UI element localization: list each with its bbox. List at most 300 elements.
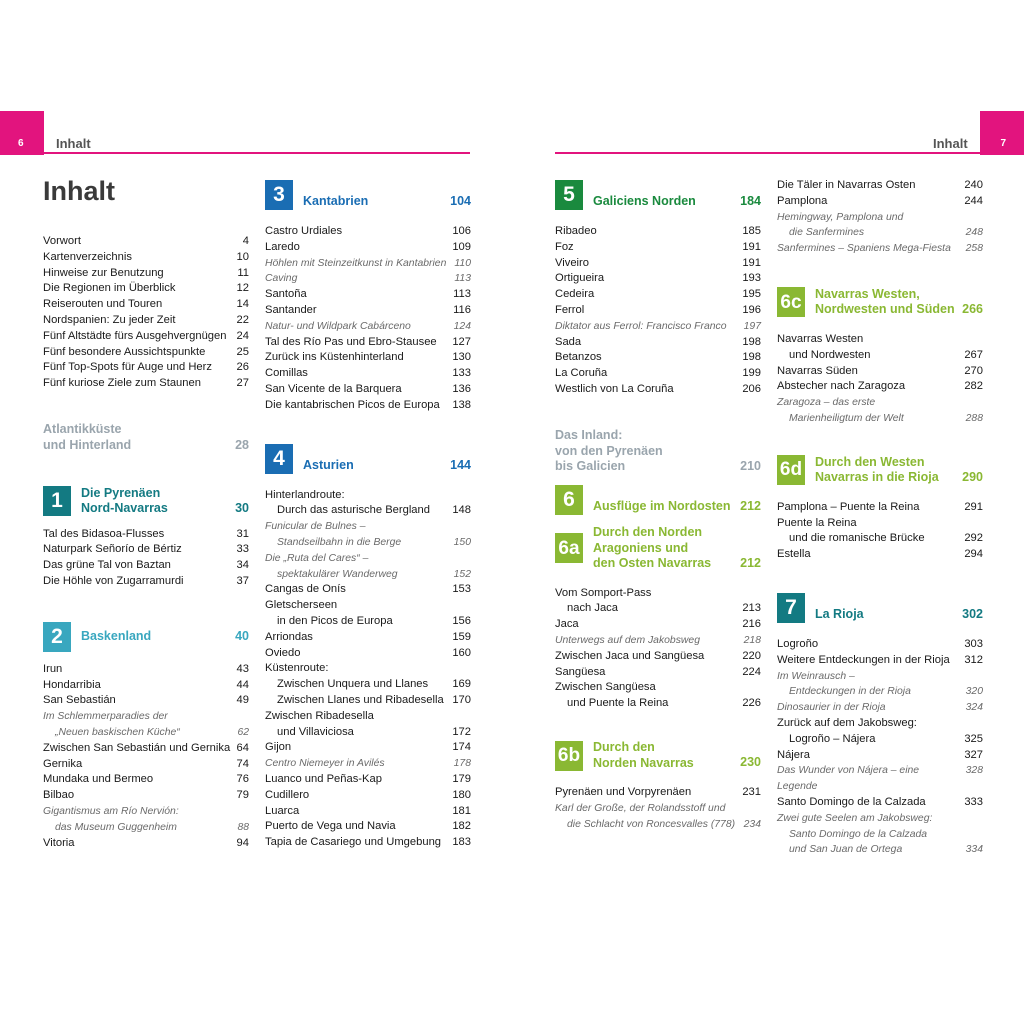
running-header-left: Inhalt [56,136,91,151]
toc-entry-feature[interactable] [555,319,761,335]
toc-entry[interactable] [265,804,471,820]
toc-text: die Schlacht von Roncesvalles (778) [567,818,736,830]
section-heading-1[interactable] [43,486,249,517]
toc-text: Zwei gute Seelen am Jakobsweg: [777,812,933,824]
toc-text: 291 [964,500,983,513]
toc-entry-feature[interactable] [777,811,983,827]
toc-entry-feature[interactable] [265,519,471,535]
toc-entry[interactable] [43,376,249,392]
toc-entry-feature[interactable] [777,669,983,685]
toc-text: Laredo [265,240,300,253]
toc-text: 62 [237,726,249,738]
toc-text: Cedeira [555,288,595,301]
toc-text: 288 [965,412,983,424]
toc-entry[interactable] [265,614,471,630]
page-number-right: 7 [1000,138,1006,149]
part-heading-inland[interactable] [555,428,761,475]
toc-entry[interactable] [555,680,761,696]
toc-text: Betanzos [555,351,602,364]
toc-text: 49 [236,694,249,707]
toc-text: Zaragoza – das erste [777,397,876,409]
toc-text: Santo Domingo de la Calzada [777,795,926,808]
toc-entry-feature[interactable] [777,225,983,241]
toc-entry[interactable] [43,678,249,694]
toc-entry[interactable] [555,696,761,712]
toc-text: La Coruña [555,367,608,380]
toc-entry[interactable] [265,772,471,788]
toc-text: San Vicente de la Barquera [265,382,402,395]
toc-entry[interactable] [555,350,761,366]
toc-text: Die kantabrischen Picos de Europa [265,398,440,411]
toc-text: Pamplona [777,194,828,207]
toc-text: 76 [236,773,249,786]
toc-text: 248 [965,227,983,239]
toc-text: Tal des Bidasoa-Flusses [43,527,165,540]
toc-text: Durch das asturische Bergland [277,504,430,517]
toc-text: Galiciens Norden [593,194,696,209]
toc-text: bis Galicien [555,459,626,474]
toc-text: 14 [236,298,249,311]
toc-entry[interactable] [43,313,249,329]
toc-entry[interactable] [555,601,761,617]
toc-entry[interactable] [265,224,471,240]
toc-text: Atlantikküste [43,421,122,436]
toc-text: Zwischen San Sebastián und Gernika [43,741,231,754]
toc-entry[interactable] [265,335,471,351]
toc-entry[interactable] [555,382,761,398]
toc-entry[interactable] [265,303,471,319]
section-heading-5[interactable] [555,180,761,210]
toc-entry[interactable] [555,649,761,665]
toc-entry[interactable] [265,646,471,662]
toc-text: 303 [964,637,983,650]
toc-entry[interactable] [555,287,761,303]
toc-text: 213 [742,602,761,615]
toc-entry[interactable] [43,542,249,558]
toc-entry[interactable] [555,617,761,633]
toc-text: Kantabrien [303,194,369,209]
toc-text: Das Wunder von Nájera – eine Legende [777,765,920,793]
toc-text: Fünf kuriose Ziele zum Staunen [43,377,201,390]
toc-text: Jaca [555,618,579,631]
toc-text: Baskenland [81,629,152,643]
toc-text: Santo Domingo de la Calzada [789,828,928,840]
toc-text: in den Picos de Europa [277,614,393,627]
toc-text: Im Schlemmerparadies der [43,711,168,723]
toc-entry[interactable] [265,788,471,804]
toc-text: Standseilbahn in die Berge [277,536,402,548]
toc-entry-feature[interactable] [777,411,983,427]
toc-entry[interactable] [265,350,471,366]
toc-entry[interactable] [265,740,471,756]
toc-text: 302 [962,607,983,622]
toc-text: San Sebastián [43,694,116,707]
toc-text: 44 [236,678,249,691]
toc-text: Karl der Große, der Rolandsstoff und [555,802,726,814]
toc-text: spektakulärer Wanderweg [277,568,398,580]
toc-text: Ribadeo [555,225,597,237]
toc-text: Vorwort [43,235,81,247]
section-number-badge: 6d [777,455,805,485]
toc-text: 22 [236,313,249,326]
section-number-badge: 1 [43,486,71,516]
toc-text: 130 [452,351,471,364]
section-heading-6b[interactable] [555,740,761,771]
toc-entry[interactable] [555,271,761,287]
toc-text: Kartenverzeichnis [43,250,132,263]
toc-text: Gijon [265,741,292,754]
toc-entry-feature[interactable] [777,763,983,795]
toc-text: Fünf Top-Spots für Auge und Herz [43,361,212,374]
toc-entry[interactable] [43,693,249,709]
toc-entry-feature[interactable] [43,725,249,741]
toc-text: Aragoniens und [593,540,689,555]
toc-text: 218 [743,635,761,647]
toc-text: Hinweise zur Benutzung [43,266,164,279]
page-number-left: 6 [18,138,24,149]
toc-text: Arriondas [265,630,313,643]
toc-entry-feature[interactable] [43,804,249,820]
toc-entry-feature[interactable] [777,827,983,843]
toc-entry[interactable] [265,488,471,504]
section-number-badge: 7 [777,593,805,623]
toc-text: Viveiro [555,256,589,269]
toc-text: 28 [235,437,249,452]
toc-text: und San Juan de Ortega [789,844,903,856]
toc-entry-feature[interactable] [777,395,983,411]
toc-entry[interactable] [777,348,983,364]
toc-text: 31 [236,527,249,540]
toc-entry-feature[interactable] [265,551,471,567]
toc-text: 180 [452,788,471,801]
toc-entry[interactable] [43,574,249,590]
toc-text: Ferrol [555,303,585,316]
toc-text: Caving [265,273,298,285]
toc-entry[interactable] [43,345,249,361]
toc-entry[interactable] [265,382,471,398]
toc-text: Die Höhle von Zugarramurdi [43,574,184,587]
section-heading-6d[interactable] [777,455,983,486]
toc-column-1 [43,178,249,851]
toc-entry[interactable] [555,335,761,351]
toc-entry[interactable] [43,281,249,297]
toc-entry-feature[interactable] [265,756,471,772]
toc-text: Santander [265,303,317,316]
toc-text: 258 [965,243,983,255]
toc-entry[interactable] [777,795,983,811]
toc-entry[interactable] [43,772,249,788]
toc-entry[interactable] [43,558,249,574]
toc-text: 206 [742,382,761,395]
toc-text: 27 [236,377,249,390]
toc-entry-feature[interactable] [265,319,471,335]
toc-text: Westlich von La Coruña [555,382,674,395]
toc-entry[interactable] [777,500,983,516]
toc-entry[interactable] [777,732,983,748]
toc-text: 127 [452,335,471,348]
toc-entry[interactable] [43,329,249,345]
toc-text: Hondarribia [43,678,101,691]
toc-text: Nordwesten und Süden [815,302,955,317]
toc-entry-feature[interactable] [43,709,249,725]
toc-text: 196 [742,303,761,316]
toc-text: Diktator aus Ferrol: Francisco Franco [555,320,727,332]
section-number-badge: 5 [555,180,583,210]
toc-text: 33 [236,543,249,556]
running-header-right: Inhalt [933,136,968,151]
toc-entry[interactable] [777,516,983,532]
toc-entry[interactable] [43,788,249,804]
toc-text: La Rioja [815,607,864,622]
toc-text: Weitere Entdeckungen in der Rioja [777,653,950,666]
toc-text: Zurück auf dem Jakobsweg: [777,716,917,729]
toc-entry-feature[interactable] [777,241,983,257]
toc-text: Pamplona – Puente la Reina [777,500,920,513]
toc-entry[interactable] [777,332,983,348]
toc-text: Höhlen mit Steinzeitkunst in Kantabrien [265,257,447,269]
toc-text: 210 [740,459,761,474]
toc-entry[interactable] [265,677,471,693]
section-heading-4[interactable] [265,444,471,474]
toc-text: 12 [236,282,249,295]
toc-text: 116 [453,303,471,316]
toc-text: 24 [236,329,249,342]
toc-text: 40 [235,628,249,643]
toc-text: 30 [235,500,249,515]
toc-text: Nájera [777,748,810,761]
toc-entry-feature[interactable] [777,684,983,700]
toc-text: Nord-Navarras [81,501,168,516]
toc-text: Sangüesa [555,665,606,678]
toc-text: 198 [742,335,761,348]
toc-entry[interactable] [555,665,761,681]
toc-entry[interactable] [777,653,983,669]
toc-text: Irun [43,662,63,675]
intro-list [43,234,249,392]
toc-entry-feature[interactable] [555,633,761,649]
toc-text: „Neuen baskischen Küche“ [55,726,180,738]
toc-entry[interactable] [43,757,249,773]
toc-entry[interactable] [265,503,471,519]
toc-text: 244 [964,194,983,207]
header-rule-right [555,152,980,154]
toc-text: 37 [236,574,249,587]
section-heading-6[interactable] [555,485,761,515]
toc-entry[interactable] [43,266,249,282]
toc-text: 193 [742,272,761,285]
toc-text: 199 [742,367,761,380]
toc-text: Zurück ins Küstenhinterland [265,351,404,364]
toc-text: Castro Urdiales [265,225,343,237]
toc-entry[interactable] [777,379,983,395]
toc-entry[interactable] [43,360,249,376]
toc-column-3 [555,178,761,832]
toc-entry[interactable] [265,582,471,598]
toc-entry-feature[interactable] [777,842,983,858]
toc-text: 185 [742,225,761,237]
toc-text: 79 [236,789,249,802]
toc-entry[interactable] [43,662,249,678]
toc-text: 324 [965,702,983,714]
toc-text: Abstecher nach Zaragoza [777,380,906,393]
toc-text: Zwischen Jaca und Sangüesa [555,649,705,662]
toc-text: Navarras in die Rioja [815,470,939,485]
section-heading-6a[interactable] [555,525,761,572]
toc-entry-feature[interactable] [555,801,761,817]
toc-entry[interactable] [555,240,761,256]
toc-entry[interactable] [265,630,471,646]
toc-entry[interactable] [265,598,471,614]
toc-entry[interactable] [265,835,471,851]
toc-entry-feature[interactable] [265,256,471,272]
toc-text: 212 [740,499,761,514]
toc-entry[interactable] [43,741,249,757]
toc-text: 181 [452,804,471,817]
toc-entry[interactable] [265,398,471,414]
toc-text: Im Weinrausch – [777,670,855,682]
section-number-badge: 6b [555,741,583,771]
toc-text: Gigantismus am Río Nervión: [43,805,179,817]
toc-text: und Villaviciosa [277,725,354,738]
toc-text: 106 [452,225,471,237]
toc-text: 109 [452,240,471,253]
toc-text: Puerto de Vega und Navia [265,820,396,833]
part-heading-atlantikkueste[interactable] [43,422,249,454]
toc-text: 88 [237,821,249,833]
toc-entry-feature[interactable] [265,535,471,551]
toc-entry[interactable] [777,364,983,380]
toc-text: Sada [555,335,582,348]
toc-text: 294 [964,548,983,561]
toc-text: 150 [453,536,471,548]
toc-text: 74 [236,757,249,770]
toc-entry[interactable] [777,547,983,563]
toc-text: Cudillero [265,788,310,801]
toc-entry[interactable] [555,256,761,272]
toc-text: 169 [452,678,471,691]
section-heading-2[interactable] [43,622,249,652]
toc-text: Nordspanien: Zu jeder Zeit [43,313,176,326]
toc-entry-feature[interactable] [777,210,983,226]
toc-entry-feature[interactable] [43,820,249,836]
toc-text: 195 [742,288,761,301]
toc-entry-feature[interactable] [777,700,983,716]
toc-entry[interactable] [777,637,983,653]
toc-text: 144 [450,457,471,472]
toc-text: 152 [453,568,471,580]
toc-text: Reiserouten und Touren [43,298,163,311]
toc-entry[interactable] [43,527,249,543]
toc-entry[interactable] [265,819,471,835]
toc-text: 113 [453,288,471,301]
section-number-badge: 2 [43,622,71,652]
section-heading-3[interactable] [265,180,471,210]
toc-text: 4 [242,235,249,247]
toc-text: 11 [237,266,249,279]
toc-text: Das grüne Tal von Baztan [43,559,171,572]
toc-text: 333 [964,795,983,808]
toc-entry-feature[interactable] [265,567,471,583]
toc-entry-feature[interactable] [555,817,761,833]
toc-entry-feature[interactable] [265,271,471,287]
toc-text: 64 [236,741,249,754]
toc-text: 104 [450,194,471,209]
toc-text: 138 [452,398,471,411]
toc-text: Norden Navarras [593,755,694,770]
toc-entry[interactable] [777,531,983,547]
toc-text: 183 [452,836,471,849]
toc-entry[interactable] [555,586,761,602]
toc-text: 197 [743,320,761,332]
toc-text: Fünf Altstädte fürs Ausgehvergnügen [43,329,227,342]
toc-entry[interactable] [555,366,761,382]
section-heading-7[interactable] [777,593,983,623]
section-heading-6c[interactable] [777,287,983,318]
toc-text: 94 [236,836,249,849]
toc-text: 156 [452,614,471,627]
toc-entry[interactable] [777,716,983,732]
toc-text: 224 [742,665,761,678]
toc-text: Zwischen Sangüesa [555,681,656,694]
toc-entry[interactable] [777,194,983,210]
toc-text: Entdeckungen in der Rioja [789,686,911,698]
toc-entry[interactable] [265,661,471,677]
toc-entry[interactable] [555,303,761,319]
section-number-badge: 6 [555,485,583,515]
toc-text: Die Täler in Navarras Osten [777,179,916,191]
toc-entry[interactable] [777,178,983,194]
toc-entry[interactable] [265,366,471,382]
toc-text: Zwischen Ribadesella [265,709,374,722]
page-number-tab-right [980,111,1024,155]
toc-entry[interactable] [265,709,471,725]
toc-text: nach Jaca [567,602,618,615]
toc-text: Asturien [303,457,354,472]
toc-text: 230 [740,755,761,770]
toc-text: Navarras Westen [777,332,864,345]
toc-text: Die „Ruta del Cares“ – [265,552,369,564]
toc-text: Logroño – Nájera [789,732,876,745]
toc-text: 198 [742,351,761,364]
toc-text: 179 [452,772,471,785]
toc-text: Gletscherseen [265,599,338,612]
toc-text: 26 [236,361,249,374]
toc-text: Ortigueira [555,272,605,285]
toc-column-2 [265,178,471,851]
toc-entry[interactable] [555,224,761,240]
toc-entry[interactable] [555,785,761,801]
toc-entry[interactable] [43,297,249,313]
toc-entry[interactable] [265,693,471,709]
toc-entry[interactable] [43,250,249,266]
toc-text: Navarras Süden [777,364,858,377]
toc-entry[interactable] [43,234,249,250]
toc-text: 327 [964,748,983,761]
toc-text: und Puente la Reina [567,697,669,710]
toc-text: 113 [454,273,471,285]
toc-text: 334 [965,844,983,856]
toc-text: Hemingway, Pamplona und [777,211,904,223]
toc-text: Küstenroute: [265,662,329,675]
toc-text: 174 [452,741,471,754]
toc-entry[interactable] [777,748,983,764]
toc-entry[interactable] [265,725,471,741]
toc-text: Die Pyrenäen [81,485,161,500]
toc-entry[interactable] [265,287,471,303]
toc-entry[interactable] [43,836,249,852]
toc-text: Bilbao [43,789,75,802]
toc-entry[interactable] [265,240,471,256]
